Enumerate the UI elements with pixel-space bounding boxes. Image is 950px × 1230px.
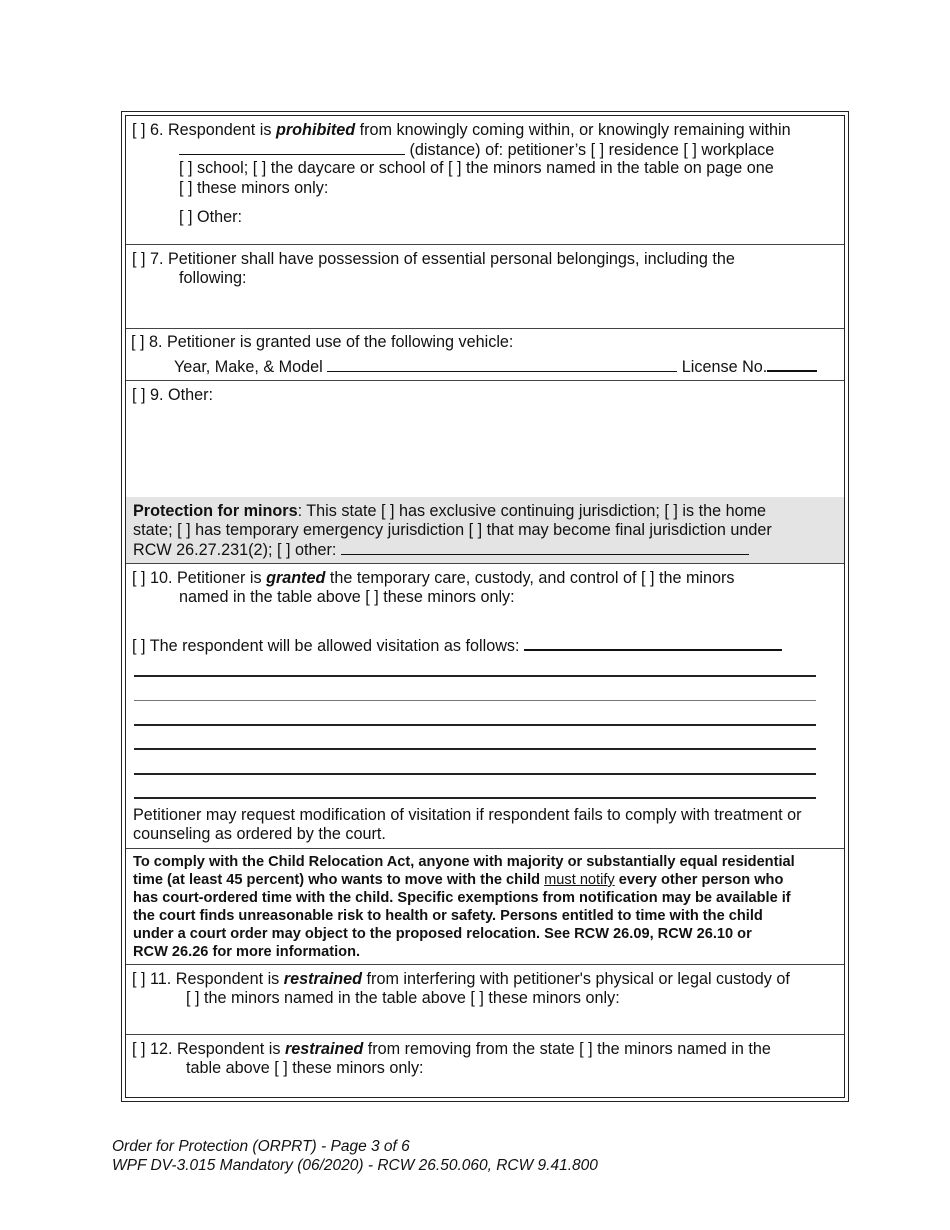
modification-line1: Petitioner may request modification of visitation if respondent fails to comply with treatment or [133,806,802,824]
relocation-line1: To comply with the Child Relocation Act, anyone with majority or substantially equal residential [133,854,795,870]
s10-emphasis: granted [266,569,326,587]
s12-line1 [132,1040,771,1059]
visitation-blank[interactable] [524,635,782,651]
visitation-line [132,635,782,656]
s11-line2: [ ] the minors named in the table above [ ] these minors only: [186,989,620,1007]
relocation-line3: has court-ordered time with the child. Specific exemptions from notification may be available if [133,890,791,906]
form-inner-border [125,115,845,1098]
distance-blank[interactable] [179,140,405,155]
footer-page-label: Order for Protection (ORPRT) - Page 3 of 6 [112,1138,410,1155]
section-11 [126,964,844,1035]
visitation-rule[interactable] [134,748,816,750]
s12-line2: table above [ ] these minors only: [186,1059,424,1077]
license-blank[interactable] [767,356,817,372]
visitation-rule[interactable] [134,700,816,701]
section-10 [126,563,844,849]
other-jurisdiction-blank[interactable] [341,540,749,555]
relocation-line6: RCW 26.26 for more information. [133,944,361,960]
s11-line1 [132,970,790,989]
section-7 [126,244,844,329]
s9-line1: [ ] 9. Other: [132,386,213,404]
s6-text-a: [ ] 6. Respondent is [132,121,276,139]
section-8 [126,328,844,381]
visitation-label: [ ] The respondent will be allowed visitation as follows: [132,637,525,655]
s6-text-b: from knowingly coming within, or knowingly remaining within [355,121,791,139]
s8-line2 [174,356,817,377]
s7-line1: [ ] 7. Petitioner shall have possession of essential personal belongings, including the [132,250,735,268]
s10-line2: named in the table above [ ] these minors only: [179,588,515,606]
relocation-text-a: time (at least 45 percent) who wants to move with the child [133,872,545,888]
s10-text-b: the temporary care, custody, and control of [ ] the minors [325,569,735,587]
footer-form-code: WPF DV-3.015 Mandatory (06/2020) - RCW 26.50.060, RCW 9.41.800 [112,1157,598,1174]
relocation-line2 [133,871,783,889]
s12-text-b: from removing from the state [ ] the minors named in the [363,1040,771,1058]
minors-title: Protection for minors [133,502,298,520]
s6-line1 [132,121,791,140]
s6-other: [ ] Other: [179,208,242,226]
must-notify: must notify [544,872,615,888]
s7-line2: following: [179,269,247,287]
relocation-line4: the court finds unreasonable risk to health or safety. Persons entitled to time with the child [133,908,763,924]
minors-protection [126,497,844,564]
visitation-rule[interactable] [134,797,816,799]
s6-line3: [ ] school; [ ] the daycare or school of [ ] the minors named in the table on page one [179,159,774,177]
s6-emphasis: prohibited [275,121,356,139]
section-12 [126,1034,844,1101]
visitation-rule[interactable] [134,773,816,775]
visitation-rule[interactable] [134,675,816,677]
minors-text1: : This state [ ] has exclusive continuing jurisdiction; [ ] is the home [297,502,767,520]
visitation-rule[interactable] [134,724,816,726]
vehicle-label: Year, Make, & Model [174,358,328,376]
section-9 [126,380,844,498]
relocation-text-c: under a court order may object to the proposed relocation [133,926,537,942]
s10-line1 [132,569,735,588]
vehicle-blank[interactable] [327,357,677,372]
minors-line2: state; [ ] has temporary emergency jurisdiction [ ] that may become final jurisdiction under [133,521,772,539]
s10-text-a: [ ] 10. Petitioner is [132,569,267,587]
modification-line2: counseling as ordered by the court. [133,825,386,843]
relocation-notice [126,848,844,965]
s6-distance-text: (distance) of: petitioner’s [ ] residence [ ] workplace [405,141,775,159]
minors-text3: RCW 26.27.231(2); [ ] other: [133,541,341,559]
s8-line1: [ ] 8. Petitioner is granted use of the following vehicle: [131,333,514,351]
s12-emphasis: restrained [284,1040,364,1058]
s6-line2 [179,140,774,160]
relocation-line5 [133,925,752,943]
minors-line1 [133,502,766,521]
order-form-table [121,111,849,1102]
license-label: License No. [677,358,768,376]
s6-line4: [ ] these minors only: [179,179,329,197]
minors-line3 [133,540,749,560]
s11-text-b: from interfering with petitioner's physical or legal custody of [362,970,790,988]
section-6 [126,116,844,245]
relocation-text-b: every other person who [614,872,784,888]
s11-emphasis: restrained [283,970,363,988]
s12-text-a: [ ] 12. Respondent is [132,1040,285,1058]
s11-text-a: [ ] 11. Respondent is [132,970,284,988]
relocation-text-d: . See RCW 26.09, RCW 26.10 or [536,926,752,942]
